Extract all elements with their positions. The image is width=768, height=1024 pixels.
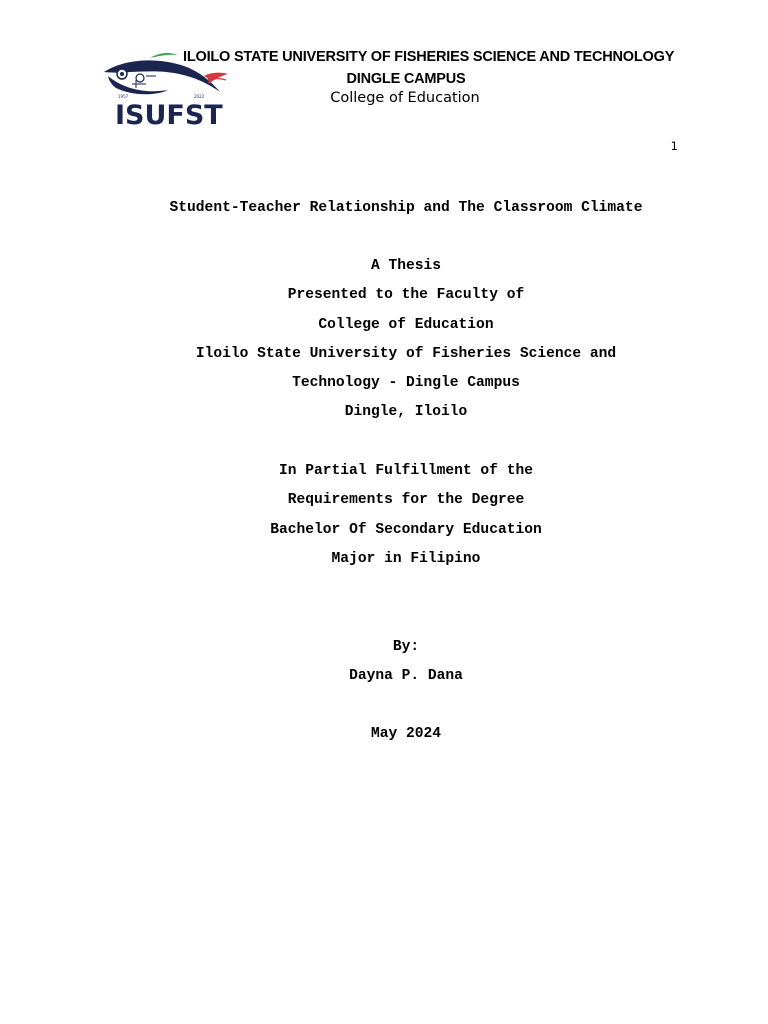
submission-date: May 2024 — [370, 726, 442, 742]
university-name: ILOILO STATE UNIVERSITY OF FISHERIES SCIENCE AND TECHNOLOGY — [183, 49, 675, 65]
presented-line: Technology - Dingle Campus — [292, 375, 520, 392]
presented-line: Dingle, Iloilo — [344, 404, 468, 421]
logo-wordmark: ISUFST — [115, 100, 223, 128]
fulfillment-line: Major in Filipino — [331, 550, 481, 567]
author-block — [0, 633, 768, 692]
college-name: College of Education — [330, 90, 480, 106]
campus-name: DINGLE CAMPUS — [346, 71, 466, 87]
presented-line: College of Education — [318, 316, 494, 333]
presented-line: Presented to the Faculty of — [287, 287, 525, 304]
presented-block — [0, 252, 768, 428]
thesis-title: Student-Teacher Relationship and The Classroom Climate — [169, 200, 643, 216]
author-name: Dayna P. Dana — [349, 668, 463, 685]
fulfillment-line: Requirements for the Degree — [287, 492, 525, 509]
presented-line: Iloilo State University of Fisheries Science and — [195, 345, 617, 362]
fulfillment-line: Bachelor Of Secondary Education — [270, 521, 542, 538]
page-number: 1 — [670, 139, 678, 153]
presented-line: A Thesis — [370, 258, 442, 274]
fulfillment-block — [0, 457, 768, 574]
by-label: By: — [392, 639, 420, 655]
fulfillment-line: In Partial Fulfillment of the — [279, 463, 533, 479]
logo-year-right: 2022 — [194, 94, 205, 99]
logo-year-left: 1957 — [118, 94, 129, 99]
date-block — [0, 720, 768, 749]
thesis-title-block — [0, 194, 768, 223]
